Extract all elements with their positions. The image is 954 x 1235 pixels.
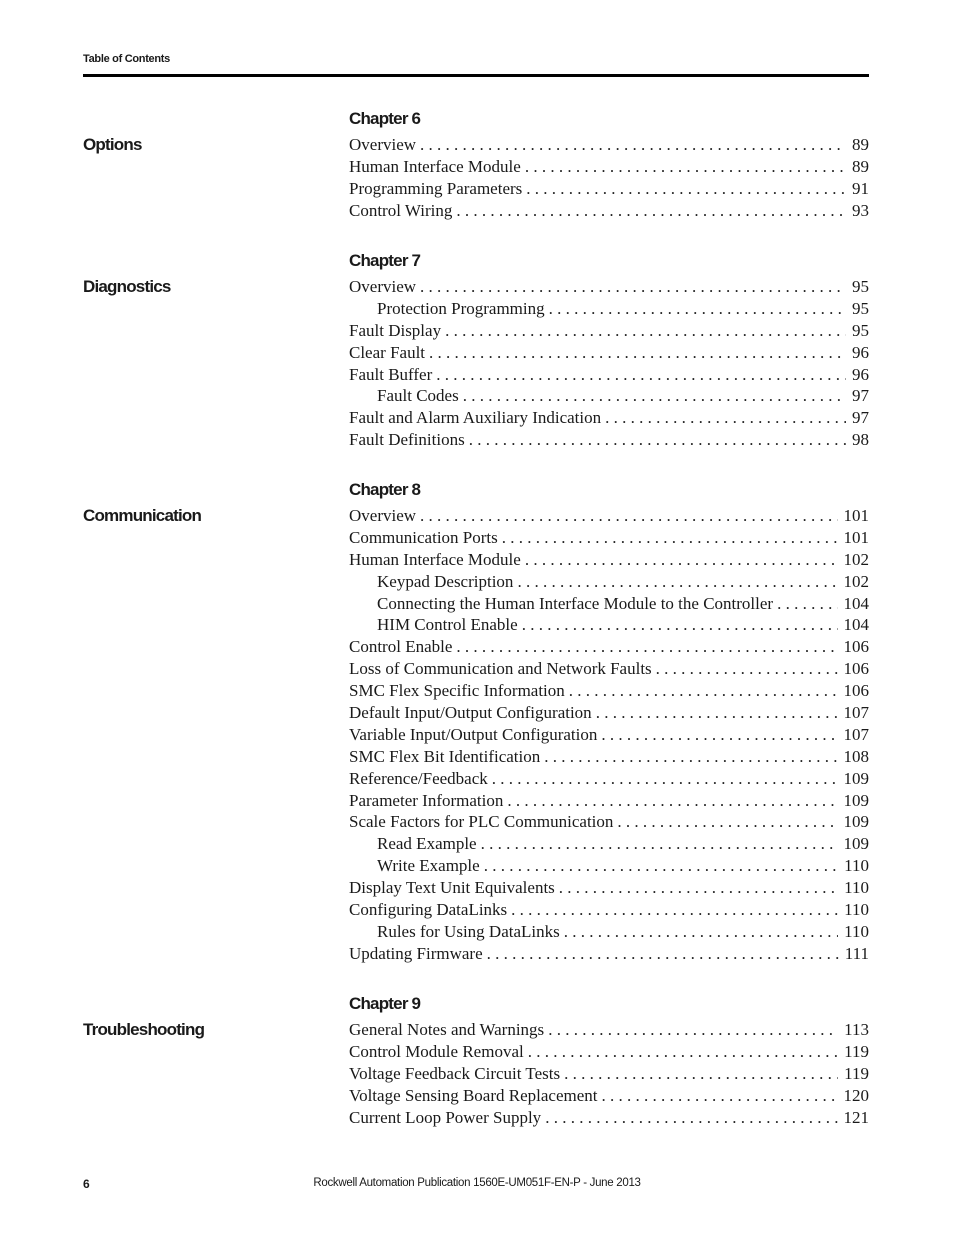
toc-entry-title: Overview bbox=[349, 277, 417, 296]
toc-entry-list bbox=[349, 277, 869, 452]
dot-leader bbox=[420, 506, 837, 526]
toc-entry-title: Protection Programming bbox=[377, 298, 545, 318]
toc-entry-page: 96 bbox=[852, 342, 869, 362]
toc-entry[interactable] bbox=[349, 725, 869, 747]
toc-entry-title: Rules for Using DataLinks bbox=[377, 921, 560, 941]
dot-leader bbox=[569, 681, 838, 701]
toc-entry-page: 102 bbox=[843, 549, 869, 569]
toc-entry-page: 97 bbox=[852, 408, 869, 428]
dot-leader bbox=[420, 277, 846, 297]
toc-entry-title: Fault and Alarm Auxiliary Indication bbox=[349, 408, 602, 428]
toc-entry-page: 89 bbox=[852, 135, 869, 154]
toc-entry-page: 111 bbox=[844, 943, 869, 963]
chapter-title: Diagnostics bbox=[83, 277, 171, 296]
dot-leader bbox=[777, 594, 837, 614]
dot-leader bbox=[525, 550, 838, 570]
toc-entry[interactable] bbox=[349, 201, 869, 223]
toc-entry-page: 93 bbox=[852, 200, 869, 220]
toc-entry-title: Fault Definitions bbox=[349, 430, 465, 450]
chapter-title: Troubleshooting bbox=[83, 1020, 205, 1039]
toc-entry-title: SMC Flex Specific Information bbox=[349, 681, 565, 701]
chapter-number: Chapter 6 bbox=[349, 109, 421, 128]
toc-entry[interactable] bbox=[349, 1108, 869, 1130]
dot-leader bbox=[507, 791, 837, 811]
dot-leader bbox=[522, 615, 838, 635]
toc-entry[interactable] bbox=[349, 506, 869, 528]
toc-entry-title: Write Example bbox=[377, 856, 480, 876]
toc-entry-title: Reference/Feedback bbox=[349, 768, 488, 788]
toc-entry-title: Updating Firmware bbox=[349, 943, 483, 963]
toc-entry-title: Read Example bbox=[377, 834, 477, 854]
toc-entry-page: 109 bbox=[843, 790, 869, 810]
toc-entry[interactable] bbox=[349, 1086, 869, 1108]
dot-leader bbox=[564, 1064, 838, 1084]
dot-leader bbox=[525, 157, 846, 177]
toc-entry-title: Connecting the Human Interface Module to the Controller bbox=[377, 593, 774, 613]
dot-leader bbox=[429, 343, 846, 363]
chapter-number: Chapter 9 bbox=[349, 994, 421, 1013]
toc-entry[interactable] bbox=[349, 747, 869, 769]
dot-leader bbox=[564, 922, 838, 942]
toc-entry-page: 106 bbox=[843, 681, 869, 701]
toc-entry-page: 107 bbox=[843, 703, 869, 723]
toc-subentry[interactable] bbox=[349, 922, 869, 944]
toc-entry-page: 113 bbox=[844, 1020, 869, 1039]
dot-leader bbox=[596, 703, 838, 723]
toc-entry-page: 109 bbox=[843, 812, 869, 832]
toc-entry[interactable] bbox=[349, 365, 869, 387]
toc-entry[interactable] bbox=[349, 321, 869, 343]
dot-leader bbox=[481, 834, 838, 854]
dot-leader bbox=[511, 900, 838, 920]
dot-leader bbox=[445, 321, 846, 341]
toc-entry-title: Fault Codes bbox=[377, 386, 459, 406]
toc-entry-page: 104 bbox=[843, 593, 869, 613]
chapter-number: Chapter 7 bbox=[349, 251, 421, 270]
toc-entry-page: 109 bbox=[843, 834, 869, 854]
toc-entry-title: Overview bbox=[349, 135, 417, 154]
toc-entry-page: 106 bbox=[843, 659, 869, 679]
dot-leader bbox=[602, 1086, 838, 1106]
toc-entry[interactable] bbox=[349, 791, 869, 813]
toc-entry-page: 110 bbox=[844, 856, 869, 876]
dot-leader bbox=[484, 856, 838, 876]
dot-leader bbox=[487, 944, 839, 964]
toc-entry-title: Loss of Communication and Network Faults bbox=[349, 659, 652, 679]
toc-entry-page: 110 bbox=[844, 900, 869, 920]
toc-entry-title: Fault Buffer bbox=[349, 364, 433, 384]
toc-entry[interactable] bbox=[349, 681, 869, 703]
toc-entry-title: Parameter Information bbox=[349, 790, 504, 810]
dot-leader bbox=[617, 812, 837, 832]
toc-entry[interactable] bbox=[349, 812, 869, 834]
toc-entry[interactable] bbox=[349, 944, 869, 966]
toc-subentry[interactable] bbox=[349, 594, 869, 616]
toc-entry[interactable] bbox=[349, 637, 869, 659]
toc-entry-page: 110 bbox=[844, 921, 869, 941]
dot-leader bbox=[502, 528, 838, 548]
toc-entry-title: Default Input/Output Configuration bbox=[349, 703, 592, 723]
chapter-number: Chapter 8 bbox=[349, 480, 421, 499]
toc-entry-title: Scale Factors for PLC Communication bbox=[349, 812, 614, 832]
toc-entry-title: Current Loop Power Supply bbox=[349, 1107, 542, 1127]
toc-entry-page: 107 bbox=[843, 724, 869, 744]
toc-entry-page: 102 bbox=[843, 571, 869, 591]
toc-entry-list bbox=[349, 506, 869, 966]
toc-entry-title: Communication Ports bbox=[349, 527, 498, 547]
toc-entry-page: 95 bbox=[852, 298, 869, 318]
toc-entry-page: 101 bbox=[843, 506, 869, 525]
toc-entry[interactable] bbox=[349, 703, 869, 725]
toc-entry-title: Keypad Description bbox=[377, 571, 514, 591]
toc-entry-page: 106 bbox=[843, 637, 869, 657]
toc-entry[interactable] bbox=[349, 277, 869, 299]
page-number: 6 bbox=[83, 1177, 90, 1191]
toc-entry[interactable] bbox=[349, 528, 869, 550]
publication-footer: Rockwell Automation Publication 1560E-UM051F-EN-P - June 2013 bbox=[313, 1177, 641, 1189]
toc-entry-title: Voltage Sensing Board Replacement bbox=[349, 1085, 598, 1105]
dot-leader bbox=[605, 408, 846, 428]
toc-subentry[interactable] bbox=[349, 386, 869, 408]
toc-entry-title: SMC Flex Bit Identification bbox=[349, 746, 541, 766]
toc-entry-title: Fault Display bbox=[349, 320, 442, 340]
toc-entry-page: 89 bbox=[852, 156, 869, 176]
toc-entry[interactable] bbox=[349, 1020, 869, 1042]
toc-entry-page: 104 bbox=[843, 615, 869, 635]
toc-entry[interactable] bbox=[349, 135, 869, 157]
dot-leader bbox=[544, 747, 837, 767]
toc-entry-page: 96 bbox=[852, 364, 869, 384]
toc-entry[interactable] bbox=[349, 659, 869, 681]
dot-leader bbox=[559, 878, 838, 898]
toc-entry[interactable] bbox=[349, 900, 869, 922]
toc-entry-title: Display Text Unit Equivalents bbox=[349, 878, 555, 898]
dot-leader bbox=[456, 201, 846, 221]
toc-entry[interactable] bbox=[349, 408, 869, 430]
toc-entry-page: 91 bbox=[852, 178, 869, 198]
toc-entry-page: 95 bbox=[852, 320, 869, 340]
toc-subentry[interactable] bbox=[349, 572, 869, 594]
toc-entry-title: General Notes and Warnings bbox=[349, 1020, 545, 1039]
toc-subentry[interactable] bbox=[349, 856, 869, 878]
toc-entry-page: 98 bbox=[852, 430, 869, 450]
dot-leader bbox=[526, 179, 846, 199]
toc-entry-page: 121 bbox=[843, 1107, 869, 1127]
dot-leader bbox=[469, 430, 846, 450]
toc-entry[interactable] bbox=[349, 343, 869, 365]
toc-entry-page: 109 bbox=[843, 768, 869, 788]
toc-entry-page: 110 bbox=[844, 878, 869, 898]
toc-entry-page: 95 bbox=[852, 277, 869, 296]
toc-entry-title: Human Interface Module bbox=[349, 156, 521, 176]
dot-leader bbox=[456, 637, 837, 657]
toc-entry-page: 101 bbox=[843, 527, 869, 547]
dot-leader bbox=[528, 1042, 838, 1062]
toc-entry[interactable] bbox=[349, 157, 869, 179]
header-rule bbox=[83, 74, 869, 77]
chapter-title: Options bbox=[83, 135, 142, 154]
toc-entry-title: HIM Control Enable bbox=[377, 615, 518, 635]
toc-entry-title: Clear Fault bbox=[349, 342, 426, 362]
toc-entry-title: Variable Input/Output Configuration bbox=[349, 724, 598, 744]
toc-entry-page: 108 bbox=[843, 746, 869, 766]
toc-entry-title: Human Interface Module bbox=[349, 549, 521, 569]
dot-leader bbox=[492, 769, 838, 789]
toc-entry[interactable] bbox=[349, 878, 869, 900]
dot-leader bbox=[517, 572, 837, 592]
toc-entry-title: Programming Parameters bbox=[349, 178, 523, 198]
toc-entry-list bbox=[349, 1020, 869, 1129]
toc-entry-title: Control Wiring bbox=[349, 200, 453, 220]
toc-subentry[interactable] bbox=[349, 299, 869, 321]
toc-entry-page: 119 bbox=[844, 1063, 869, 1083]
toc-entry[interactable] bbox=[349, 769, 869, 791]
dot-leader bbox=[420, 135, 846, 155]
toc-entry-title: Overview bbox=[349, 506, 417, 525]
toc-entry-title: Voltage Feedback Circuit Tests bbox=[349, 1063, 561, 1083]
dot-leader bbox=[548, 1020, 838, 1040]
dot-leader bbox=[601, 725, 837, 745]
toc-subentry[interactable] bbox=[349, 834, 869, 856]
toc-entry[interactable] bbox=[349, 179, 869, 201]
toc-entry-title: Configuring DataLinks bbox=[349, 900, 508, 920]
chapter-title: Communication bbox=[83, 506, 202, 525]
dot-leader bbox=[656, 659, 838, 679]
toc-subentry[interactable] bbox=[349, 615, 869, 637]
toc-entry-title: Control Module Removal bbox=[349, 1041, 524, 1061]
toc-entry[interactable] bbox=[349, 1042, 869, 1064]
toc-entry[interactable] bbox=[349, 550, 869, 572]
running-header: Table of Contents bbox=[83, 53, 170, 65]
toc-entry-page: 97 bbox=[852, 386, 869, 406]
dot-leader bbox=[436, 365, 846, 385]
toc-entry-list bbox=[349, 135, 869, 223]
toc-entry[interactable] bbox=[349, 430, 869, 452]
toc-entry-page: 120 bbox=[843, 1085, 869, 1105]
toc-entry-title: Control Enable bbox=[349, 637, 453, 657]
toc-entry[interactable] bbox=[349, 1064, 869, 1086]
dot-leader bbox=[463, 386, 846, 406]
dot-leader bbox=[549, 299, 846, 319]
toc-entry-page: 119 bbox=[844, 1041, 869, 1061]
dot-leader bbox=[545, 1108, 837, 1128]
